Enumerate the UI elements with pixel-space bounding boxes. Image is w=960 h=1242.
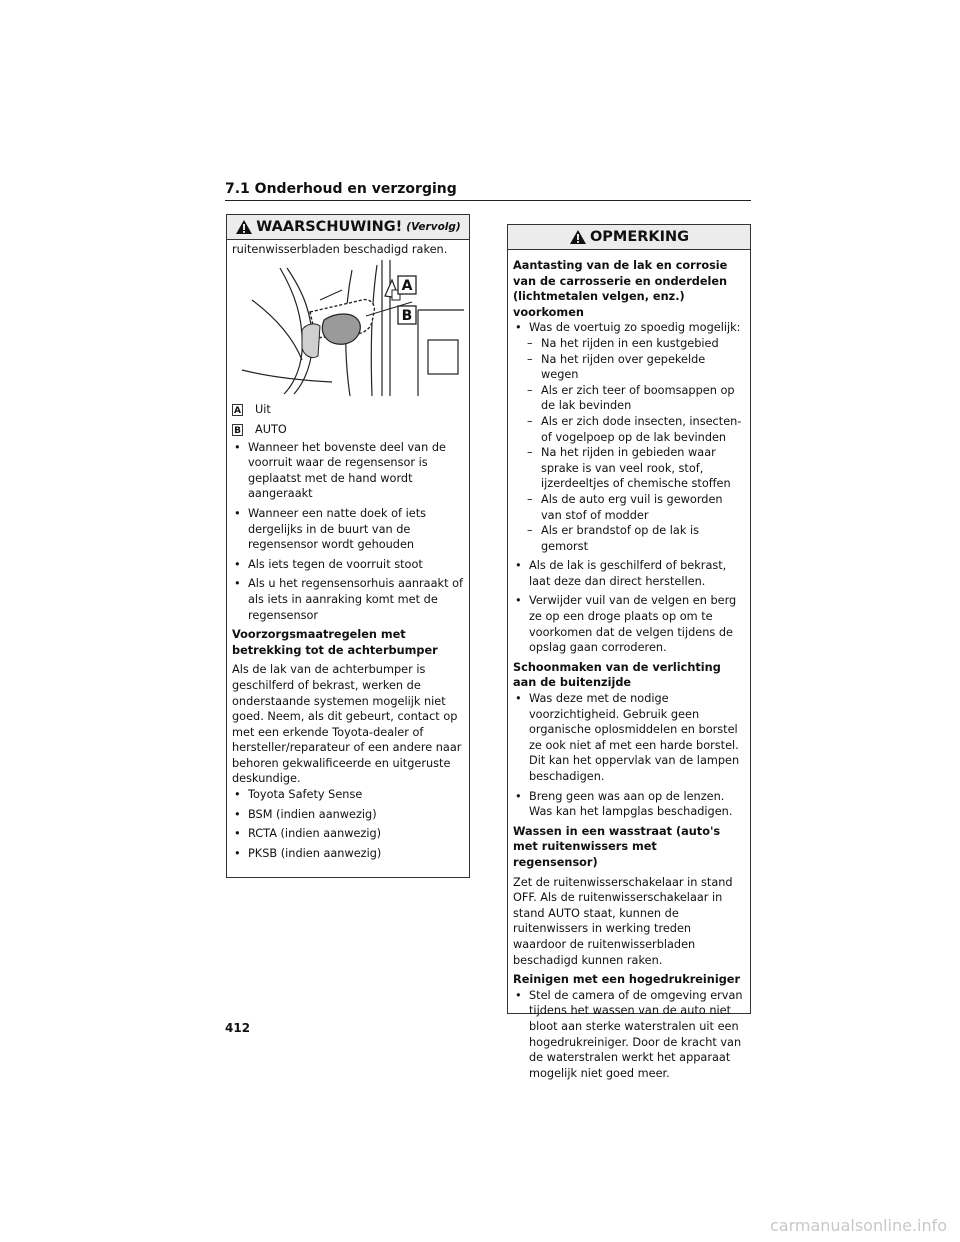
list-item: – Na het rijden in een kustgebied bbox=[513, 336, 745, 352]
paint-bullet-list bbox=[513, 320, 745, 655]
bumper-text: Als de lak van de achterbumper is geschilferd of bekrast, werken de onderstaande systemen mogelijk niet goed. Neem, als dit gebeurt, contact op met een erkende Toyota-dealer of hersteller/reparateur of een andere naar behoren gekwalificeerde en uitgeruste deskundige. bbox=[232, 663, 462, 786]
section-title: 7.1 Onderhoud en verzorging bbox=[225, 181, 457, 197]
list-item: • BSM (indien aanwezig) bbox=[232, 807, 464, 823]
list-item: – Na het rijden over gepekelde wegen bbox=[513, 352, 745, 383]
warning-triangle-icon bbox=[235, 219, 253, 235]
wiper-switch-illustration bbox=[232, 260, 464, 396]
legend-row-a bbox=[232, 400, 464, 420]
sensor-bullet-list bbox=[232, 440, 464, 624]
list-item: – Als er brandstof op de lak is gemorst bbox=[513, 523, 745, 554]
list-item: • Als de lak is geschilferd of bekrast, laat deze dan direct herstellen. bbox=[513, 558, 745, 589]
list-item: • Stel de camera of de omgeving ervan tijdens het wassen van de auto niet bloot aan sterke waterstralen uit een hogedrukreiniger. Door de kracht van de waterstralen werkt het apparaat mogelijk niet goed meer. bbox=[513, 988, 745, 1082]
warning-title: WAARSCHUWING! bbox=[256, 219, 403, 235]
list-item: • RCTA (indien aanwezig) bbox=[232, 826, 464, 842]
section-header bbox=[225, 178, 751, 201]
bumper-bullet-list bbox=[232, 787, 464, 861]
warning-continued: (Vervolg) bbox=[406, 221, 461, 233]
lights-bullet-list bbox=[513, 691, 745, 820]
list-item: – Als er zich teer of boomsappen op de lak bevinden bbox=[513, 383, 745, 414]
notice-content bbox=[508, 250, 750, 1081]
legend-label-a: Uit bbox=[255, 402, 271, 416]
list-item: • Wanneer het bovenste deel van de voorruit waar de regensensor is geplaatst met de hand wordt aangeraakt bbox=[232, 440, 464, 502]
warning-intro: ruitenwisserbladen beschadigd raken. bbox=[232, 243, 448, 256]
list-item: • Was deze met de nodige voorzichtigheid. Gebruik geen organische oplosmiddelen en borstel ze ook niet af met een harde borstel. Dit kan het oppervlak van de lampen beschadigen. bbox=[513, 691, 745, 785]
notice-triangle-icon bbox=[569, 229, 587, 245]
legend-label-b: AUTO bbox=[255, 422, 287, 436]
notice-box bbox=[507, 224, 751, 1080]
list-item: • Wanneer een natte doek of iets dergelijks in de buurt van de regensensor wordt gehouden bbox=[232, 506, 464, 553]
list-item: – Na het rijden in gebieden waar sprake is van veel rook, stof, ijzerdeeltjes of chemische stoffen bbox=[513, 445, 745, 492]
list-item: • Verwijder vuil van de velgen en berg ze op een droge plaats op om te voorkomen dat de velgen tijdens de opslag gaan corroderen. bbox=[513, 593, 745, 655]
callout-a: A bbox=[401, 277, 413, 294]
wash-sub-list bbox=[513, 336, 745, 554]
warning-box bbox=[226, 214, 470, 878]
legend-key-b: B bbox=[232, 424, 243, 436]
pressure-bullet-list bbox=[513, 988, 745, 1082]
bumper-heading: Voorzorgsmaatregelen met betrekking tot de achterbumper bbox=[232, 628, 438, 657]
list-item: • Als u het regensensorhuis aanraakt of als iets in aanraking komt met de regensensor bbox=[232, 576, 464, 623]
legend-row-b bbox=[232, 420, 464, 440]
warning-content bbox=[227, 240, 469, 861]
carwash-text: Zet de ruitenwisserschakelaar in stand OFF. Als de ruitenwisserschakelaar in stand AUTO staat, kunnen de ruitenwissers in werking treden waardoor de ruitenwisserbladen beschadigd kunnen raken. bbox=[513, 875, 733, 967]
legend-key-a: A bbox=[232, 404, 243, 416]
wash-intro: Was de voertuig zo spoedig mogelijk: bbox=[529, 321, 741, 335]
paint-heading: Aantasting van de lak en corrosie van de carrosserie en onderdelen (lichtmetalen velgen, enz.) voorkomen bbox=[513, 259, 728, 319]
pressure-heading: Reinigen met een hogedrukreiniger bbox=[513, 973, 741, 987]
notice-title: OPMERKING bbox=[589, 229, 690, 245]
list-item: • Breng geen was aan op de lenzen. Was kan het lampglas beschadigen. bbox=[513, 789, 745, 820]
warning-header bbox=[227, 215, 469, 240]
watermark: carmanualsonline.info bbox=[770, 1216, 948, 1235]
list-item: – Als er zich dode insecten, insecten- of vogelpoep op de lak bevinden bbox=[513, 414, 745, 445]
notice-header bbox=[508, 225, 750, 250]
list-item: • Toyota Safety Sense bbox=[232, 787, 464, 803]
list-item: • PKSB (indien aanwezig) bbox=[232, 846, 464, 862]
carwash-heading: Wassen in een wasstraat (auto's met ruitenwissers met regensensor) bbox=[513, 824, 721, 869]
page-number: 412 bbox=[225, 1021, 251, 1035]
callout-b: B bbox=[401, 307, 413, 324]
list-item bbox=[513, 320, 745, 554]
list-item: – Als de auto erg vuil is geworden van stof of modder bbox=[513, 492, 745, 523]
list-item: • Als iets tegen de voorruit stoot bbox=[232, 557, 464, 573]
lights-heading: Schoonmaken van de verlichting aan de buitenzijde bbox=[513, 660, 721, 690]
